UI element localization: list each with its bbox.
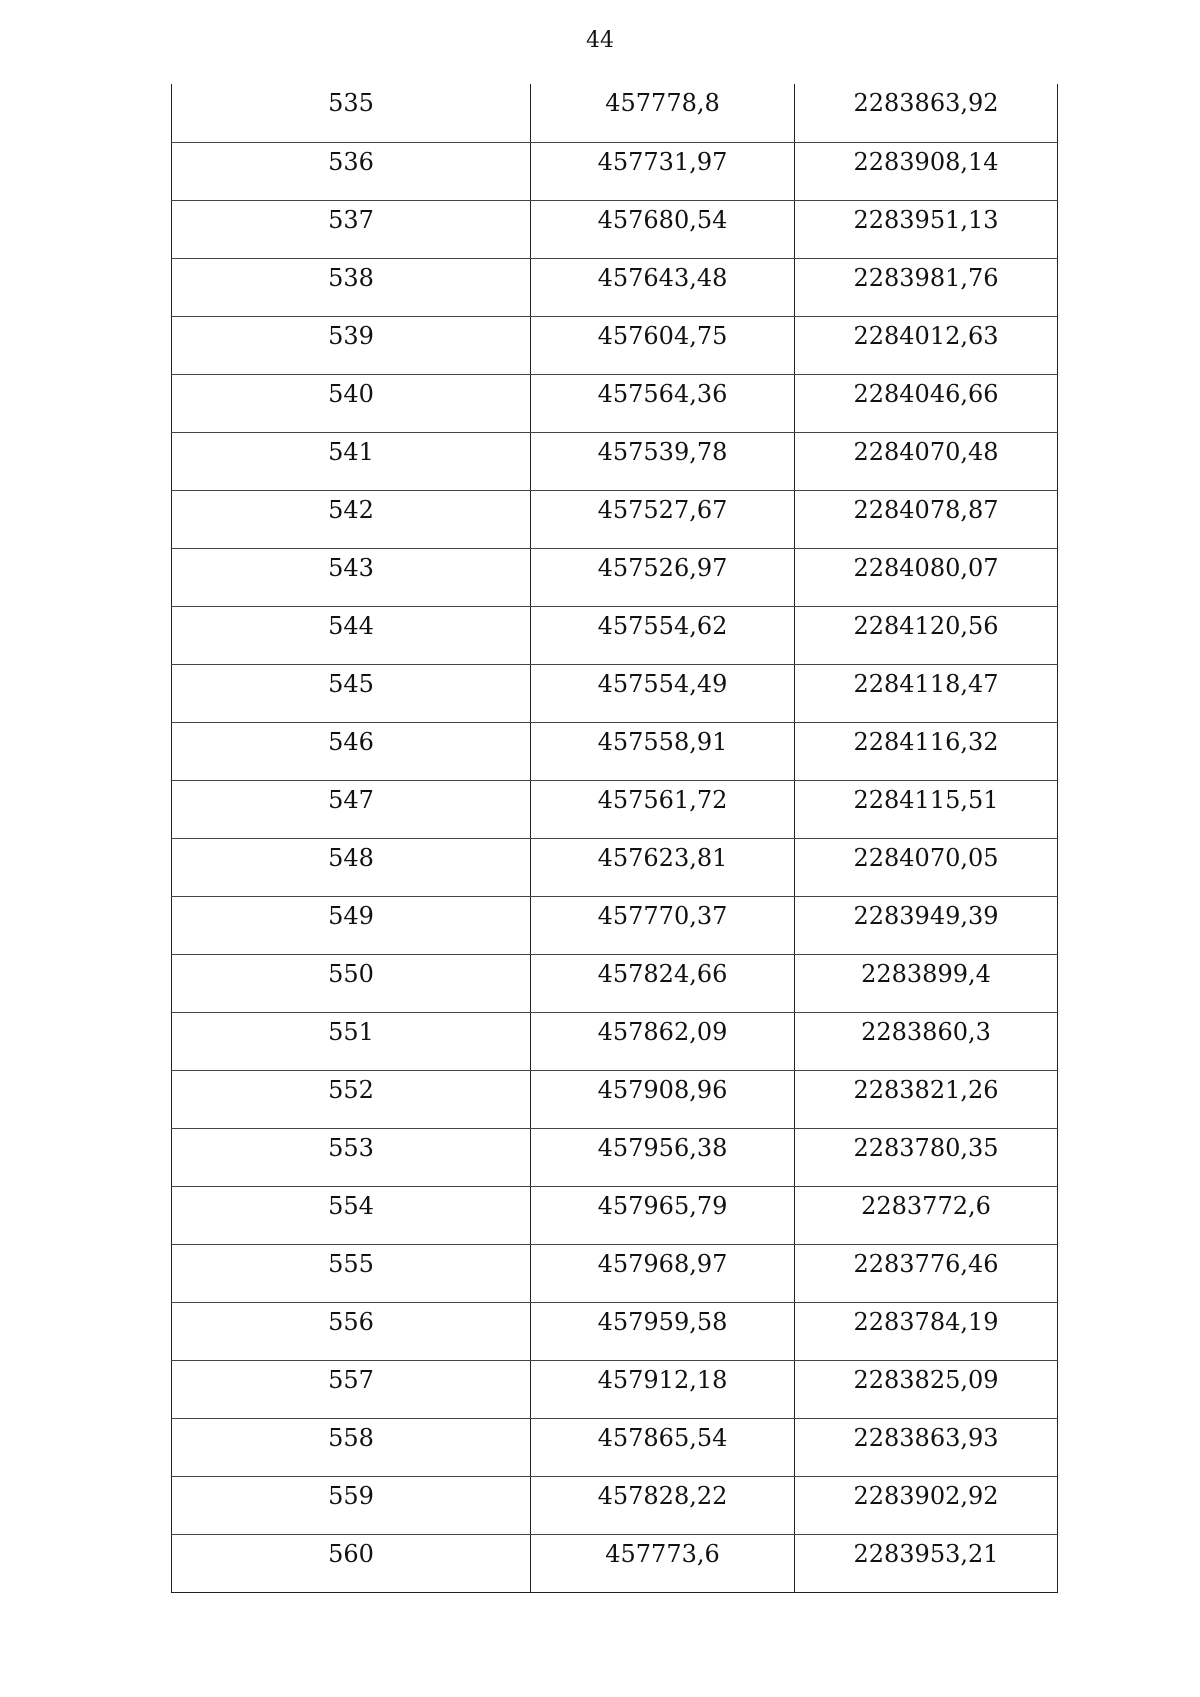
point-number-cell: 548 <box>172 838 531 896</box>
table-row <box>172 1012 1058 1070</box>
point-number-cell: 552 <box>172 1070 531 1128</box>
table-row <box>172 316 1058 374</box>
table-row <box>172 548 1058 606</box>
y-coordinate-cell: 2284080,07 <box>795 548 1058 606</box>
table-row <box>172 200 1058 258</box>
table-row <box>172 84 1058 142</box>
table-row <box>172 664 1058 722</box>
x-coordinate-cell: 457908,96 <box>531 1070 795 1128</box>
y-coordinate-cell: 2283772,6 <box>795 1186 1058 1244</box>
x-coordinate-cell: 457770,37 <box>531 896 795 954</box>
point-number-cell: 545 <box>172 664 531 722</box>
y-coordinate-cell: 2283899,4 <box>795 954 1058 1012</box>
x-coordinate-cell: 457956,38 <box>531 1128 795 1186</box>
point-number-cell: 550 <box>172 954 531 1012</box>
y-coordinate-cell: 2283951,13 <box>795 200 1058 258</box>
point-number-cell: 551 <box>172 1012 531 1070</box>
table-row <box>172 1476 1058 1534</box>
y-coordinate-cell: 2284078,87 <box>795 490 1058 548</box>
point-number-cell: 555 <box>172 1244 531 1302</box>
y-coordinate-cell: 2284115,51 <box>795 780 1058 838</box>
table-row <box>172 606 1058 664</box>
table-row <box>172 432 1058 490</box>
y-coordinate-cell: 2283902,92 <box>795 1476 1058 1534</box>
point-number-cell: 537 <box>172 200 531 258</box>
point-number-cell: 556 <box>172 1302 531 1360</box>
table-row <box>172 1070 1058 1128</box>
y-coordinate-cell: 2284116,32 <box>795 722 1058 780</box>
x-coordinate-cell: 457968,97 <box>531 1244 795 1302</box>
table-row <box>172 838 1058 896</box>
table-row <box>172 1534 1058 1592</box>
point-number-cell: 538 <box>172 258 531 316</box>
y-coordinate-cell: 2283776,46 <box>795 1244 1058 1302</box>
table-row <box>172 722 1058 780</box>
point-number-cell: 557 <box>172 1360 531 1418</box>
x-coordinate-cell: 457824,66 <box>531 954 795 1012</box>
point-number-cell: 543 <box>172 548 531 606</box>
y-coordinate-cell: 2283860,3 <box>795 1012 1058 1070</box>
x-coordinate-cell: 457778,8 <box>531 84 795 142</box>
table-row <box>172 1186 1058 1244</box>
y-coordinate-cell: 2283784,19 <box>795 1302 1058 1360</box>
table-row <box>172 1244 1058 1302</box>
y-coordinate-cell: 2284046,66 <box>795 374 1058 432</box>
coordinates-table <box>171 84 1058 1593</box>
y-coordinate-cell: 2284070,05 <box>795 838 1058 896</box>
table-row <box>172 1418 1058 1476</box>
point-number-cell: 542 <box>172 490 531 548</box>
x-coordinate-cell: 457554,49 <box>531 664 795 722</box>
table-row <box>172 1360 1058 1418</box>
point-number-cell: 539 <box>172 316 531 374</box>
table-row <box>172 896 1058 954</box>
y-coordinate-cell: 2283863,93 <box>795 1418 1058 1476</box>
x-coordinate-cell: 457680,54 <box>531 200 795 258</box>
y-coordinate-cell: 2283949,39 <box>795 896 1058 954</box>
x-coordinate-cell: 457564,36 <box>531 374 795 432</box>
y-coordinate-cell: 2283825,09 <box>795 1360 1058 1418</box>
table-row <box>172 258 1058 316</box>
point-number-cell: 547 <box>172 780 531 838</box>
x-coordinate-cell: 457965,79 <box>531 1186 795 1244</box>
table-row <box>172 374 1058 432</box>
point-number-cell: 554 <box>172 1186 531 1244</box>
page-number: 44 <box>586 28 614 53</box>
point-number-cell: 544 <box>172 606 531 664</box>
x-coordinate-cell: 457561,72 <box>531 780 795 838</box>
x-coordinate-cell: 457912,18 <box>531 1360 795 1418</box>
x-coordinate-cell: 457643,48 <box>531 258 795 316</box>
y-coordinate-cell: 2283981,76 <box>795 258 1058 316</box>
point-number-cell: 559 <box>172 1476 531 1534</box>
y-coordinate-cell: 2284070,48 <box>795 432 1058 490</box>
y-coordinate-cell: 2284120,56 <box>795 606 1058 664</box>
x-coordinate-cell: 457828,22 <box>531 1476 795 1534</box>
point-number-cell: 541 <box>172 432 531 490</box>
y-coordinate-cell: 2284118,47 <box>795 664 1058 722</box>
x-coordinate-cell: 457731,97 <box>531 142 795 200</box>
x-coordinate-cell: 457773,6 <box>531 1534 795 1592</box>
x-coordinate-cell: 457959,58 <box>531 1302 795 1360</box>
table-row <box>172 780 1058 838</box>
point-number-cell: 560 <box>172 1534 531 1592</box>
point-number-cell: 536 <box>172 142 531 200</box>
x-coordinate-cell: 457554,62 <box>531 606 795 664</box>
point-number-cell: 540 <box>172 374 531 432</box>
y-coordinate-cell: 2284012,63 <box>795 316 1058 374</box>
y-coordinate-cell: 2283863,92 <box>795 84 1058 142</box>
table-row <box>172 490 1058 548</box>
table-row <box>172 1302 1058 1360</box>
table-row <box>172 954 1058 1012</box>
y-coordinate-cell: 2283908,14 <box>795 142 1058 200</box>
x-coordinate-cell: 457539,78 <box>531 432 795 490</box>
y-coordinate-cell: 2283821,26 <box>795 1070 1058 1128</box>
point-number-cell: 558 <box>172 1418 531 1476</box>
table-row <box>172 1128 1058 1186</box>
point-number-cell: 549 <box>172 896 531 954</box>
table-row <box>172 142 1058 200</box>
x-coordinate-cell: 457604,75 <box>531 316 795 374</box>
x-coordinate-cell: 457526,97 <box>531 548 795 606</box>
coordinates-table-body <box>172 84 1058 1592</box>
x-coordinate-cell: 457865,54 <box>531 1418 795 1476</box>
point-number-cell: 553 <box>172 1128 531 1186</box>
x-coordinate-cell: 457558,91 <box>531 722 795 780</box>
point-number-cell: 546 <box>172 722 531 780</box>
point-number-cell: 535 <box>172 84 531 142</box>
y-coordinate-cell: 2283953,21 <box>795 1534 1058 1592</box>
x-coordinate-cell: 457527,67 <box>531 490 795 548</box>
x-coordinate-cell: 457623,81 <box>531 838 795 896</box>
y-coordinate-cell: 2283780,35 <box>795 1128 1058 1186</box>
x-coordinate-cell: 457862,09 <box>531 1012 795 1070</box>
